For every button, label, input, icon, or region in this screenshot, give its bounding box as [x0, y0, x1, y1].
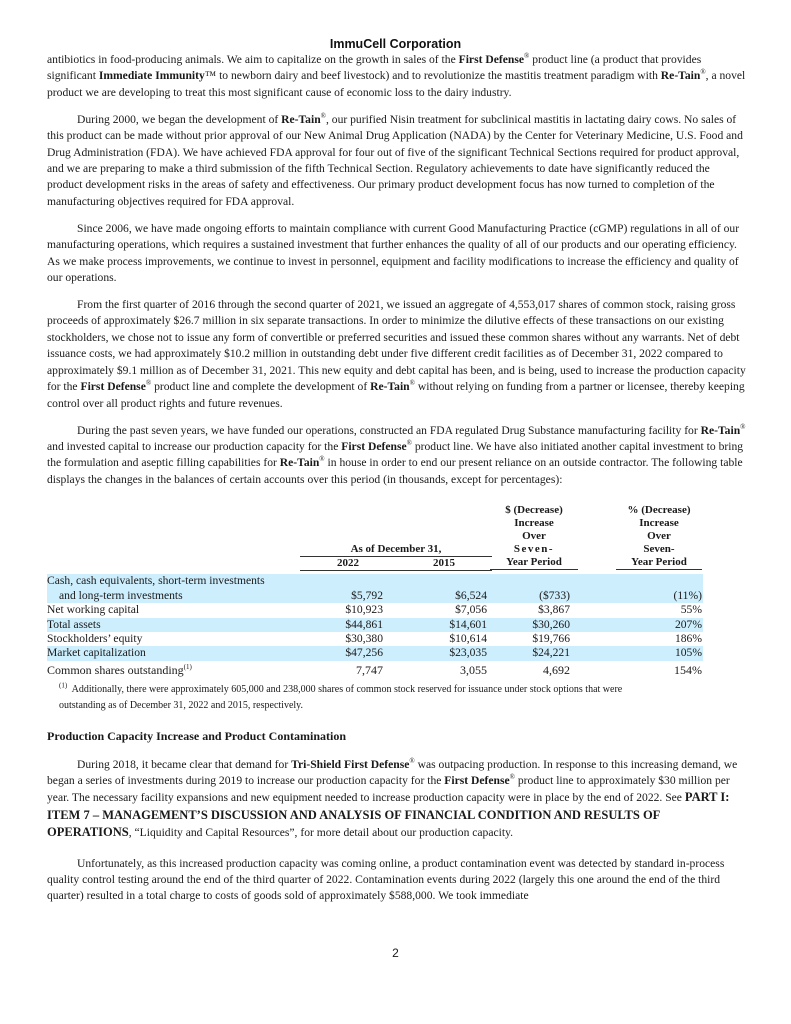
- row-label: Cash, cash equivalents, short-term investments: [47, 574, 265, 588]
- cell-dollar-change: $30,260: [532, 617, 570, 631]
- text: , “Liquidity and Capital Resources”, for more detail about our production capacity.: [128, 826, 514, 840]
- cross-reference: PART I: ITEM 7 – MANAGEMENT’S DISCUSSION AND ANALYSIS OF FINANCIAL CONDITION AND RESULTS OF OPERATIONS: [47, 790, 730, 840]
- cell-2022: $10,923: [345, 603, 383, 617]
- trademark-symbol: ™: [204, 69, 217, 83]
- text: product line. We have also initiated another capital investment to bring the formulation and aseptic filling capabilities for: [47, 439, 744, 470]
- paragraph-6: [47, 757, 747, 842]
- cell-2022: $47,256: [345, 646, 383, 660]
- cell-2022: $30,380: [345, 631, 383, 645]
- product-name: First Defense: [444, 773, 510, 787]
- product-name: First Defense: [341, 439, 407, 453]
- table-row-market-capitalization: [47, 646, 703, 660]
- page-number: 2: [392, 946, 399, 960]
- cell-2015: $6,524: [455, 588, 487, 602]
- cell-2015: 3,055: [460, 663, 487, 678]
- product-name: Re-Tain: [281, 112, 321, 126]
- table-row-net-working-capital: [47, 603, 703, 617]
- registered-mark: ®: [319, 455, 325, 464]
- text: antibiotics in food-producing animals. We aim to capitalize on the growth in sales of the: [47, 53, 459, 66]
- document-header: ImmuCell Corporation: [329, 37, 462, 51]
- footnote-text: Additionally, there were approximately 605,000 and 238,000 shares of common stock reserved for issuance under stock options that were: [71, 684, 623, 696]
- text: , a novel product we are developing to treat this most significant cause of economic loss to the dairy industry.: [47, 69, 746, 99]
- footnote-mark: (1): [59, 681, 68, 690]
- cell-2015: $23,035: [449, 646, 487, 660]
- text: During 2000, we began the development of: [77, 112, 282, 126]
- text: , our purified Nisin treatment for subclinical mastitis in lactating dairy cows. No sales of this product can be made without prior approval of our New Animal Drug Application (NADA) by the Center for Veterinary Medicine, U.S. Food and Drug Administration (FDA). We have achieved FDA approval for four out of five of the significant Technical Sections required for product approval, and we are preparing to make a third submission of the fifth Technical Section. Regulatory achievements to date have significantly reduced the product development risks in the areas of safety and effectiveness. Our primary product development focus has now turned to completion of the manufacturing objectives required for FDA approval.: [47, 112, 743, 208]
- cell-2015: $7,056: [455, 603, 487, 617]
- cell-2022: 7,747: [356, 663, 383, 678]
- text: From the first quarter of 2016 through the second quarter of 2021, we issued an aggregate of 4,553,017 shares of common stock, raising gross proceeds of approximately $26.7 million in six separate transactions. In order to minimize the dilutive effects of these transactions on our existing stockholders, we chose not to issue any form of convertible or preferred securities and issued these common shares without any warrants. Net of debt issuance costs, we had approximately $10.2 million in outstanding debt under five different credit facilities as of December 31, 2022 compared to approximately $9.1 million as of December 31, 2021. This new equity and debt capital has been, and is being, used to increase the production capacity for the: [47, 298, 746, 394]
- text: product line to approximately $30 million per year. The necessary facility expansions and new equipment needed to increase production capacity were in place by the end of 2022. See: [47, 773, 730, 805]
- header-line: % (Decrease): [627, 504, 691, 517]
- column-header-percent-change: [616, 504, 702, 570]
- cell-percent-change: 154%: [674, 663, 702, 678]
- column-header-2015: 2015: [396, 557, 492, 571]
- registered-mark: ®: [700, 68, 706, 77]
- header-line: Increase: [514, 517, 554, 530]
- cell-percent-change: 186%: [674, 631, 702, 645]
- paragraph-4: [47, 297, 747, 412]
- row-label: Stockholders’ equity: [47, 631, 143, 645]
- text: product line (a product that provides significant: [47, 53, 702, 83]
- cell-percent-change: 207%: [674, 617, 702, 631]
- footnote-ref: (1): [183, 663, 192, 672]
- row-label: Market capitalization: [47, 646, 146, 660]
- text: to newborn dairy and beef livestock) and to revolutionize the mastitis treatment paradigm with: [216, 69, 661, 83]
- text: and invested capital to increase our production capacity for the: [47, 439, 342, 453]
- product-name: Re-Tain: [700, 423, 741, 437]
- header-line: Seven-: [513, 543, 555, 556]
- table-footnote: [59, 682, 759, 716]
- cell-percent-change: 105%: [674, 646, 702, 660]
- column-group-header: As of December 31,: [300, 543, 492, 557]
- registered-mark: ®: [509, 773, 515, 782]
- header-line: Over: [522, 530, 546, 543]
- product-name: First Defense: [80, 380, 146, 394]
- cell-dollar-change: 4,692: [543, 663, 570, 678]
- header-line: Seven-: [643, 543, 675, 556]
- registered-mark: ®: [740, 422, 746, 431]
- text: was outpacing production. In response to this increasing demand, we began a series of investments during 2019 to increase our production capacity for the: [47, 757, 738, 787]
- text: without relying on funding from a partner or licensee, thereby keeping control over all product rights and future revenues.: [47, 380, 745, 410]
- cell-2022: $5,792: [351, 588, 383, 602]
- header-line: Over: [647, 530, 671, 543]
- footnote-line-2: outstanding as of December 31, 2022 and 2015, respectively.: [59, 700, 304, 712]
- cell-2022: $44,861: [345, 617, 383, 631]
- cell-percent-change: 55%: [680, 603, 702, 617]
- cell-2015: $14,601: [449, 617, 487, 631]
- table-row-stockholders-equity: [47, 632, 703, 646]
- registered-mark: ®: [145, 379, 152, 388]
- paragraph-5: [47, 423, 747, 489]
- section-heading: Production Capacity Increase and Product Contamination: [47, 729, 347, 744]
- text: During 2018, it became clear that demand for: [77, 757, 292, 771]
- paragraph-1: [47, 52, 747, 101]
- column-header-dollar-change: [490, 504, 578, 570]
- text: During the past seven years, we have funded our operations, constructed an FDA regulated Drug Substance manufacturing facility for: [77, 423, 701, 437]
- trademark-name: Immediate Immunity: [98, 69, 205, 83]
- header-line: Year Period: [616, 556, 702, 570]
- paragraph-2: [47, 112, 747, 210]
- registered-mark: ®: [409, 379, 415, 388]
- header-line: Year Period: [490, 556, 578, 570]
- row-label-text: Common shares outstanding: [47, 663, 184, 678]
- row-label: Net working capital: [47, 603, 140, 617]
- cell-2015: $10,614: [449, 631, 487, 645]
- registered-mark: ®: [320, 111, 326, 120]
- cell-dollar-change: $19,766: [532, 631, 570, 645]
- product-name: Re-Tain: [370, 380, 410, 394]
- header-line: $ (Decrease): [505, 504, 563, 517]
- row-label: [47, 663, 192, 677]
- product-name: Tri-Shield First Defense: [291, 757, 410, 771]
- header-line: Increase: [639, 517, 679, 530]
- table-row-common-shares: [47, 663, 703, 677]
- table-row-total-assets: [47, 618, 703, 632]
- registered-mark: ®: [523, 52, 530, 61]
- paragraph-3: Since 2006, we have made ongoing efforts to maintain compliance with current Good Manufacturing Practice (cGMP) regulations in all of our manufacturing operations, which requires a sustained investment that further enhances the quality of all of our products and our operating efficiency. As we make process improvements, we continue to invest in personnel, equipment and facility modifications to increase the efficiency and quality of our operations.: [47, 221, 740, 285]
- document-body: [47, 52, 747, 915]
- row-label: Total assets: [47, 617, 101, 631]
- registered-mark: ®: [406, 439, 412, 448]
- table-row-cash: [47, 574, 703, 603]
- column-header-2022: 2022: [300, 557, 396, 571]
- product-name: Re-Tain: [660, 69, 701, 83]
- cell-dollar-change: $3,867: [538, 603, 570, 617]
- product-name: First Defense: [458, 53, 524, 66]
- footnote-line-1: [59, 682, 759, 698]
- cell-dollar-change: $24,221: [532, 646, 570, 660]
- registered-mark: ®: [409, 756, 415, 765]
- financial-table: [47, 496, 747, 676]
- cell-percent-change: (11%): [673, 588, 702, 602]
- text: product line and complete the development of: [151, 380, 371, 394]
- row-label: and long-term investments: [59, 588, 183, 602]
- text: in house in order to end our present reliance on an outside contractor. The following table displays the changes in the balances of certain accounts over this period (in thousands, except for percentages):: [47, 456, 743, 486]
- paragraph-7: Unfortunately, as this increased production capacity was coming online, a product contamination event was detected by standard in-process quality control testing around the end of the third quarter of 2022. Contamination events during 2022 (largely this one around the end of the third quarter) resulted in a total charge to costs of goods sold of approximately $588,000. We took immediate: [47, 856, 725, 903]
- product-name: Re-Tain: [279, 456, 320, 470]
- cell-dollar-change: ($733): [539, 588, 570, 602]
